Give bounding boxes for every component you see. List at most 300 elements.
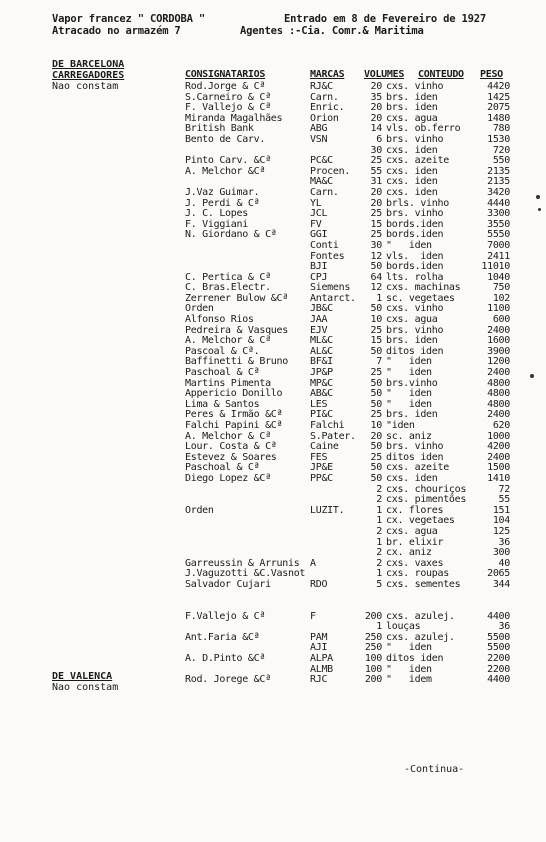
content-cell: sc. aniz	[386, 430, 432, 442]
agents-info: Agentes :-Cia. Comr.& Maritima	[240, 25, 424, 37]
volume-cell: 50	[370, 345, 382, 357]
content-cell: cxs. azeite	[386, 462, 449, 474]
mark-cell: F	[310, 610, 316, 622]
cargo-table	[0, 82, 546, 686]
ship-name: Vapor francez " CORDOBA "	[52, 13, 206, 25]
consignee-cell: Miranda Magalhães	[185, 112, 283, 124]
consignee-cell: Rod. Jorege &Cª	[185, 674, 271, 686]
volume-cell: 2	[376, 547, 382, 559]
weight-cell: 151	[492, 504, 510, 516]
mark-cell: PI&C	[310, 409, 333, 421]
mark-cell: Antarct.	[310, 292, 356, 304]
mark-cell: JP&P	[310, 367, 333, 379]
mark-cell: MP&C	[310, 377, 333, 389]
weight-cell: 4800	[487, 388, 510, 400]
mark-cell: AJI	[310, 642, 328, 654]
content-cell: cxs. iden	[386, 176, 438, 188]
weight-cell: 600	[492, 314, 510, 326]
weight-cell: 2400	[487, 409, 510, 421]
mark-cell: JP&E	[310, 462, 333, 474]
content-cell: cxs. pimentões	[386, 494, 467, 506]
volume-cell: 20	[370, 186, 382, 198]
content-cell: cxs. agua	[386, 525, 438, 537]
table-row	[0, 93, 546, 104]
volume-cell: 200	[364, 674, 382, 686]
consignee-cell: F. Viggiani	[185, 218, 248, 230]
table-row	[0, 591, 546, 602]
weight-cell: 104	[492, 515, 510, 527]
volume-cell: 250	[364, 642, 382, 654]
weight-cell: 4400	[487, 674, 510, 686]
mark-cell: RJC	[310, 674, 328, 686]
content-cell: cxs. vinho	[386, 81, 444, 92]
consignee-cell: Salvador Cujari	[185, 578, 271, 590]
content-cell: " iden	[386, 367, 432, 379]
table-row	[0, 326, 546, 337]
mark-cell: AL&C	[310, 345, 333, 357]
content-cell: " iden	[386, 356, 432, 368]
content-cell: brs. vinho	[386, 133, 444, 145]
mark-cell: ABG	[310, 123, 328, 135]
mark-cell: VSN	[310, 133, 328, 145]
volume-cell: 10	[370, 314, 382, 326]
weight-cell: 1600	[487, 335, 510, 347]
weight-cell: 36	[498, 536, 510, 548]
consignee-cell: Pascoal & Cª.	[185, 345, 260, 357]
weight-cell: 40	[498, 557, 510, 569]
consignee-cell: N. Giordano & Cª	[185, 229, 277, 241]
mark-cell: EJV	[310, 324, 328, 336]
content-cell: cx. flores	[386, 504, 444, 516]
content-cell: vls. ob.ferro	[386, 123, 461, 135]
volume-cell: 50	[370, 398, 382, 410]
mark-cell: RDO	[310, 578, 328, 590]
volume-cell: 25	[370, 229, 382, 241]
mark-cell: BF&I	[310, 356, 333, 368]
content-cell: "iden	[386, 420, 415, 431]
consignee-cell: Baffinetti & Bruno	[185, 356, 288, 368]
consignee-cell: Ant.Faria &Cª	[185, 631, 260, 643]
volume-cell: 1	[376, 504, 382, 516]
volume-cell: 1	[376, 621, 382, 633]
volume-cell: 2	[376, 483, 382, 495]
weight-cell: 1100	[487, 303, 510, 315]
volume-cell: 200	[364, 610, 382, 622]
consignee-cell: Orden	[185, 303, 214, 315]
consignee-cell: Paschoal & Cª	[185, 462, 260, 474]
weight-cell: 125	[492, 525, 510, 537]
content-cell: " iden	[386, 663, 432, 675]
mark-cell: RJ&C	[310, 81, 333, 92]
mark-cell: BJI	[310, 261, 328, 273]
content-cell: sc. vegetaes	[386, 292, 455, 304]
mark-cell: CPJ	[310, 271, 328, 283]
weight-cell: 3300	[487, 208, 510, 220]
volume-cell: 5	[376, 578, 382, 590]
weight-cell: 72	[498, 483, 510, 495]
content-cell: brls. vinho	[386, 197, 449, 209]
volume-cell: 25	[370, 451, 382, 463]
table-row	[0, 506, 546, 517]
consignee-cell: J.Vaguzotti &C.Vasnot	[185, 568, 306, 580]
weight-cell: 2200	[487, 653, 510, 665]
content-cell: lts. rolha	[386, 271, 444, 283]
ink-speck	[530, 374, 534, 378]
weight-cell: 7000	[487, 239, 510, 251]
volume-cell: 30	[370, 144, 382, 156]
content-cell: ditos iden	[386, 345, 444, 357]
table-row	[0, 654, 546, 665]
content-cell: br. elixir	[386, 536, 444, 548]
content-cell: cxs. vinho	[386, 303, 444, 315]
consignee-cell: Orden	[185, 504, 214, 516]
consignee-cell: A. Melchor & Cª	[185, 430, 271, 442]
weight-cell: 2411	[487, 250, 510, 262]
weight-cell: 300	[492, 547, 510, 559]
content-cell: vls. iden	[386, 250, 444, 262]
content-cell: cxs. azulej.	[386, 610, 455, 622]
content-cell: brs. vinho	[386, 208, 444, 220]
volume-cell: 25	[370, 208, 382, 220]
content-cell: brs. iden	[386, 102, 438, 114]
consignee-cell: Alfonso Rios	[185, 314, 254, 326]
volume-cell: 1	[376, 536, 382, 548]
volume-cell: 30	[370, 239, 382, 251]
section-title: DE VALENCA	[52, 671, 113, 682]
mark-cell: Falchi	[310, 420, 345, 431]
content-cell: cxs. agua	[386, 112, 438, 124]
weight-cell: 3900	[487, 345, 510, 357]
content-cell: brs. vinho	[386, 324, 444, 336]
weight-cell: 780	[492, 123, 510, 135]
weight-cell: 1480	[487, 112, 510, 124]
weight-cell: 3420	[487, 186, 510, 198]
mark-cell: Procen.	[310, 165, 351, 177]
berth-info: Atracado no armazém 7	[52, 25, 181, 37]
volume-cell: 50	[370, 441, 382, 453]
consignee-cell: Rod.Jorge & Cª	[185, 81, 266, 92]
header-marcas: MARCAS	[310, 69, 345, 80]
weight-cell: 5550	[487, 229, 510, 241]
volume-cell: 25	[370, 324, 382, 336]
table-row	[0, 124, 546, 135]
consignee-cell: J.Vaz Guimar.	[185, 186, 260, 198]
table-row	[0, 495, 546, 506]
volume-cell: 6	[376, 133, 382, 145]
volume-cell: 12	[370, 250, 382, 262]
mark-cell: AB&C	[310, 388, 333, 400]
volume-cell: 1	[376, 515, 382, 527]
weight-cell: 4200	[487, 441, 510, 453]
mark-cell: GGI	[310, 229, 328, 241]
table-row	[0, 135, 546, 146]
consignee-cell: C. Bras.Electr.	[185, 282, 271, 294]
weight-cell: 4800	[487, 377, 510, 389]
weight-cell: 2200	[487, 663, 510, 675]
arrival-date: Entrado em 8 de Fevereiro de 1927	[284, 13, 487, 25]
mark-cell: Carn.	[310, 91, 339, 103]
mark-cell: PC&C	[310, 155, 333, 167]
table-row	[0, 612, 546, 623]
table-row	[0, 252, 546, 263]
content-cell: ditos iden	[386, 653, 444, 665]
continued-note: -Continua-	[404, 764, 465, 775]
volume-cell: 64	[370, 271, 382, 283]
table-row	[0, 336, 546, 347]
volume-cell: 20	[370, 102, 382, 114]
section-title: DE BARCELONA	[52, 59, 125, 70]
content-cell: cxs. machinas	[386, 282, 461, 294]
weight-cell: 620	[492, 420, 510, 431]
consignee-cell: Falchi Papini &Cª	[185, 420, 283, 431]
consignee-cell: Peres & Irmão &Cª	[185, 409, 283, 421]
table-row	[0, 601, 546, 612]
volume-cell: 50	[370, 377, 382, 389]
mark-cell: Conti	[310, 239, 339, 251]
mark-cell: S.Pater.	[310, 430, 356, 442]
volume-cell: 20	[370, 197, 382, 209]
table-row	[0, 357, 546, 368]
weight-cell: 11010	[481, 261, 510, 273]
weight-cell: 5500	[487, 642, 510, 654]
table-row	[0, 622, 546, 633]
mark-cell: PAM	[310, 631, 328, 643]
weight-cell: 2135	[487, 165, 510, 177]
table-row	[0, 368, 546, 379]
mark-cell: JB&C	[310, 303, 333, 315]
table-row	[0, 241, 546, 252]
weight-cell: 1410	[487, 472, 510, 484]
weight-cell: 2135	[487, 176, 510, 188]
ink-speck	[538, 208, 541, 211]
volume-cell: 15	[370, 335, 382, 347]
table-row	[0, 156, 546, 167]
weight-cell: 720	[492, 144, 510, 156]
weight-cell: 1500	[487, 462, 510, 474]
consignee-cell: C. Pertica & Cª	[185, 271, 271, 283]
volume-cell: 35	[370, 91, 382, 103]
content-cell: cxs. azeite	[386, 155, 449, 167]
weight-cell: 55	[498, 494, 510, 506]
consignee-cell: Appericio Donillo	[185, 388, 283, 400]
content-cell: bords.iden	[386, 218, 444, 230]
consignee-cell: Martins Pimenta	[185, 377, 271, 389]
volume-cell: 50	[370, 388, 382, 400]
section-subtitle: CARREGADORES	[52, 70, 125, 81]
table-row	[0, 527, 546, 538]
weight-cell: 5500	[487, 631, 510, 643]
content-cell: cxs. iden	[386, 144, 438, 156]
content-cell: ditos iden	[386, 451, 444, 463]
header-peso: PESO	[480, 69, 503, 80]
volume-cell: 2	[376, 494, 382, 506]
content-cell: louças	[386, 621, 421, 633]
consignee-cell: Diego Lopez &Cª	[185, 472, 271, 484]
volume-cell: 14	[370, 123, 382, 135]
consignee-cell: Lima & Santos	[185, 398, 260, 410]
table-row	[0, 675, 546, 686]
header-conteudo: CONTEUDO	[418, 69, 464, 80]
volume-cell: 100	[364, 663, 382, 675]
consignee-cell: Lour. Costa & Cª	[185, 441, 277, 453]
weight-cell: 1425	[487, 91, 510, 103]
consignee-cell: Garreussin & Arrunis	[185, 557, 300, 569]
consignee-cell: A. Melchor &Cª	[185, 165, 266, 177]
header-volumes: VOLUMES	[364, 69, 405, 80]
table-row	[0, 580, 546, 591]
mark-cell: ALPA	[310, 653, 333, 665]
content-cell: cxs. iden	[386, 186, 438, 198]
table-row	[0, 114, 546, 125]
weight-cell: 4400	[487, 610, 510, 622]
weight-cell: 2400	[487, 324, 510, 336]
consignee-cell: Estevez & Soares	[185, 451, 277, 463]
volume-cell: 1	[376, 568, 382, 580]
weight-cell: 4800	[487, 398, 510, 410]
content-cell: brs. iden	[386, 91, 438, 103]
mark-cell: LUZIT.	[310, 504, 345, 516]
consignee-cell: Pedreira & Vasques	[185, 324, 288, 336]
weight-cell: 1200	[487, 356, 510, 368]
weight-cell: 750	[492, 282, 510, 294]
content-cell: bords.iden	[386, 229, 444, 241]
weight-cell: 550	[492, 155, 510, 167]
consignee-cell: A. Melchor & Cª	[185, 335, 271, 347]
content-cell: " iden	[386, 239, 432, 251]
content-cell: brs. vinho	[386, 441, 444, 453]
weight-cell: 344	[492, 578, 510, 590]
content-cell: cxs. iden	[386, 472, 438, 484]
table-row	[0, 230, 546, 241]
mark-cell: Fontes	[310, 250, 345, 262]
weight-cell: 4440	[487, 197, 510, 209]
table-row	[0, 421, 546, 432]
table-row	[0, 188, 546, 199]
weight-cell: 102	[492, 292, 510, 304]
volume-cell: 250	[364, 631, 382, 643]
table-row	[0, 474, 546, 485]
content-cell: cxs. iden	[386, 165, 438, 177]
content-cell: " iden	[386, 398, 432, 410]
mark-cell: JAA	[310, 314, 328, 326]
volume-cell: 50	[370, 303, 382, 315]
weight-cell: 2400	[487, 451, 510, 463]
table-row	[0, 167, 546, 178]
content-cell: " iden	[386, 388, 432, 400]
table-row	[0, 199, 546, 210]
table-row	[0, 643, 546, 654]
volume-cell: 2	[376, 557, 382, 569]
table-row	[0, 146, 546, 157]
volume-cell: 25	[370, 367, 382, 379]
table-row	[0, 389, 546, 400]
mark-cell: ML&C	[310, 335, 333, 347]
content-cell: brs.vinho	[386, 377, 438, 389]
content-cell: cxs. agua	[386, 314, 438, 326]
consignee-cell: F.Vallejo & Cª	[185, 610, 266, 622]
content-cell: bords.iden	[386, 261, 444, 273]
table-row	[0, 262, 546, 273]
volume-cell: 55	[370, 165, 382, 177]
mark-cell: Carn.	[310, 186, 339, 198]
weight-cell: 36	[498, 621, 510, 633]
volume-cell: 20	[370, 81, 382, 92]
mark-cell: JCL	[310, 208, 328, 220]
consignee-cell: J. C. Lopes	[185, 208, 248, 220]
weight-cell: 1040	[487, 271, 510, 283]
consignee-cell: Bento de Carv.	[185, 133, 266, 145]
mark-cell: Siemens	[310, 282, 351, 294]
content-cell: cxs. roupas	[386, 568, 449, 580]
volume-cell: 25	[370, 155, 382, 167]
content-cell: cxs. vaxes	[386, 557, 444, 569]
section-note: Nao constam	[52, 682, 119, 693]
table-row	[0, 453, 546, 464]
table-row	[0, 304, 546, 315]
volume-cell: 20	[370, 112, 382, 124]
volume-cell: 25	[370, 409, 382, 421]
header-consignatarios: CONSIGNATARIOS	[185, 69, 266, 80]
weight-cell: 1530	[487, 133, 510, 145]
table-row	[0, 294, 546, 305]
consignee-cell: Pinto Carv. &Cª	[185, 155, 271, 167]
mark-cell: LES	[310, 398, 328, 410]
consignee-cell: S.Carneiro & Cª	[185, 91, 271, 103]
content-cell: cx. vegetaes	[386, 515, 455, 527]
content-cell: " idem	[386, 674, 432, 686]
weight-cell: 1000	[487, 430, 510, 442]
content-cell: cxs. azulej.	[386, 631, 455, 643]
table-row	[0, 538, 546, 549]
volume-cell: 7	[376, 356, 382, 368]
mark-cell: YL	[310, 197, 322, 209]
mark-cell: A	[310, 557, 316, 569]
weight-cell: 2075	[487, 102, 510, 114]
table-row	[0, 516, 546, 527]
volume-cell: 100	[364, 653, 382, 665]
weight-cell: 3550	[487, 218, 510, 230]
table-row	[0, 273, 546, 284]
volume-cell: 10	[370, 420, 382, 431]
table-row	[0, 177, 546, 188]
weight-cell: 2065	[487, 568, 510, 580]
volume-cell: 20	[370, 430, 382, 442]
volume-cell: 1	[376, 292, 382, 304]
mark-cell: Enric.	[310, 102, 345, 114]
consignee-cell: British Bank	[185, 123, 254, 135]
content-cell: " iden	[386, 642, 432, 654]
section-note: Nao constam	[52, 81, 119, 92]
consignee-cell: Zerrener Bulow &Cª	[185, 292, 288, 304]
mark-cell: FES	[310, 451, 328, 463]
table-row	[0, 569, 546, 580]
table-row	[0, 82, 546, 93]
consignee-cell: F. Vallejo & Cª	[185, 102, 271, 114]
ink-speck	[536, 195, 540, 199]
volume-cell: 50	[370, 261, 382, 273]
table-row	[0, 463, 546, 474]
mark-cell: ALMB	[310, 663, 333, 675]
volume-cell: 2	[376, 525, 382, 537]
volume-cell: 15	[370, 218, 382, 230]
table-row	[0, 209, 546, 220]
consignee-cell: A. D.Pinto &Cª	[185, 653, 266, 665]
content-cell: brs. iden	[386, 335, 438, 347]
mark-cell: MA&C	[310, 176, 333, 188]
volume-cell: 50	[370, 472, 382, 484]
weight-cell: 2400	[487, 367, 510, 379]
consignee-cell: J. Perdi & Cª	[185, 197, 260, 209]
